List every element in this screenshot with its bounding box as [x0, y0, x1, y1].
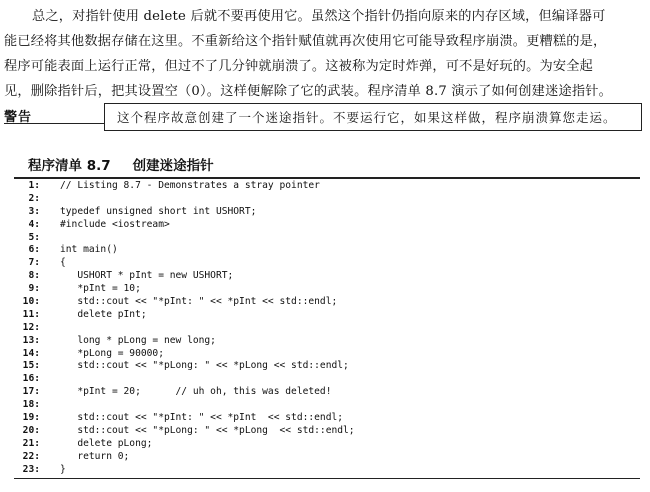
code-text: USHORT * pInt = new USHORT;	[60, 270, 234, 282]
paragraph-line: 能已经将其他数据存储在这里。不重新给这个指针赋值就再次使用它可能导致程序崩溃。更糟糕的是，	[4, 34, 607, 49]
code-text: std::cout << "*pLong: " << *pLong << std::endl;	[60, 424, 355, 436]
code-line	[14, 464, 640, 477]
line-number: 1:	[28, 180, 40, 191]
paragraph-line: 程序可能表面上运行正常，但过不了几分钟就崩溃了。这被称为定时炸弹，可不是好玩的。为安全起	[4, 59, 594, 74]
code-line	[14, 232, 640, 245]
code-text: std::cout << "*pLong: " << *pLong << std::endl;	[60, 360, 349, 372]
warning-rule	[4, 123, 104, 124]
line-number: 19:	[22, 412, 40, 424]
code-line	[14, 296, 640, 309]
code-text: }	[60, 463, 66, 475]
warning-box: 这个程序故意创建了一个迷途指针。不要运行它，如果这样做，程序崩溃算您走运。	[104, 103, 642, 131]
code-line	[14, 180, 640, 193]
code-text: *pInt = 20; // uh oh, this was deleted!	[60, 386, 332, 398]
line-number: 10:	[22, 296, 40, 308]
code-text: typedef unsigned short int USHORT;	[60, 205, 257, 217]
code-line	[14, 270, 640, 283]
line-number: 20:	[22, 424, 40, 436]
code-text: delete pInt;	[60, 308, 147, 320]
code-line	[14, 438, 640, 451]
paragraph-line: 见，删除指针后，把其设置空（0）。这样便解除了它的武装。程序清单 8.7 演示了如何创建迷途指针。	[4, 84, 613, 99]
code-text: std::cout << "*pInt: " << *pInt << std::endl;	[60, 296, 338, 308]
line-number: 22:	[22, 450, 40, 462]
code-text: {	[60, 257, 66, 269]
code-line	[14, 451, 640, 464]
code-bottom-rule	[14, 478, 640, 479]
code-line	[14, 360, 640, 373]
code-line	[14, 335, 640, 348]
line-number: 3:	[28, 205, 40, 217]
line-number: 11:	[22, 308, 40, 320]
line-number: 21:	[22, 437, 40, 449]
code-text: *pInt = 10;	[60, 283, 141, 295]
code-line	[14, 257, 640, 270]
code-line	[14, 425, 640, 438]
code-line	[14, 348, 640, 361]
line-number: 17:	[22, 386, 40, 398]
code-top-rule	[14, 177, 640, 179]
warning-callout	[4, 103, 644, 135]
code-line	[14, 412, 640, 425]
line-number: 16:	[22, 373, 40, 385]
listing-number: 程序清单 8.7	[28, 158, 111, 174]
code-line	[14, 386, 640, 399]
code-text: std::cout << "*pInt: " << *pInt << std::endl;	[60, 412, 344, 424]
line-number: 8:	[28, 270, 40, 282]
code-line	[14, 399, 640, 412]
line-number: 23:	[22, 463, 40, 475]
code-line	[14, 219, 640, 232]
code-text: return 0;	[60, 450, 130, 462]
code-line	[14, 193, 640, 206]
warning-label: 警告	[4, 110, 33, 125]
code-line	[14, 244, 640, 257]
listing-title: 创建迷途指针	[132, 158, 214, 174]
code-text: long * pLong = new long;	[60, 334, 216, 346]
line-number: 9:	[28, 283, 40, 295]
line-number: 13:	[22, 334, 40, 346]
body-paragraph	[4, 4, 644, 104]
code-text: int main()	[60, 244, 118, 256]
listing-heading	[28, 154, 214, 174]
line-number: 14:	[22, 347, 40, 359]
code-line	[14, 206, 640, 219]
line-number: 18:	[22, 399, 40, 411]
line-number: 4:	[28, 218, 40, 230]
code-listing	[14, 180, 640, 476]
line-number: 15:	[22, 360, 40, 372]
line-number: 5:	[28, 231, 40, 243]
code-line	[14, 322, 640, 335]
code-line	[14, 309, 640, 322]
paragraph-line: 总之，对指针使用 delete 后就不要再使用它。虽然这个指针仍指向原来的内存区域，但编译器可	[32, 9, 606, 24]
line-number: 6:	[28, 244, 40, 256]
code-text: #include <iostream>	[60, 218, 170, 230]
line-number: 2:	[28, 192, 40, 204]
code-line	[14, 283, 640, 296]
code-text: *pLong = 90000;	[60, 347, 164, 359]
code-text: delete pLong;	[60, 437, 153, 449]
line-number: 7:	[28, 257, 40, 269]
code-line	[14, 373, 640, 386]
line-number: 12:	[22, 321, 40, 333]
code-text: // Listing 8.7 - Demonstrates a stray pointer	[60, 180, 320, 191]
